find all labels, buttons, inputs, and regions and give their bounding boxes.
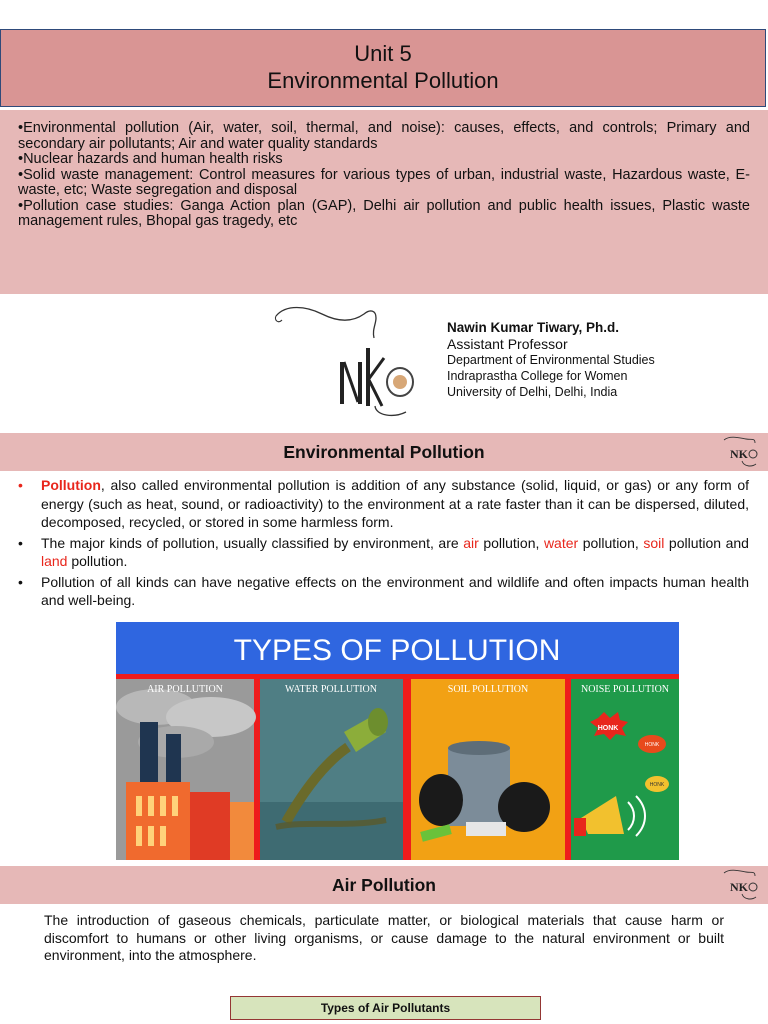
noise-pollution-panel (571, 679, 679, 860)
bullet-text: pollution and (664, 534, 749, 551)
honk-label: HONK (649, 782, 665, 788)
unit-subtitle: Environmental Pollution (267, 68, 499, 93)
panel-label: SOIL POLLUTION (447, 684, 529, 695)
bullet-text: Pollution of all kinds can have negative effects on the environment and wildlife and often impacts human health and well-being. (41, 573, 749, 608)
bullet-icon: • (18, 534, 23, 551)
nko-logo-icon (272, 302, 422, 422)
water-term: water (543, 534, 579, 551)
water-pollution-panel (260, 679, 403, 860)
list-item (18, 476, 749, 532)
pollution-bullet-list (18, 476, 749, 612)
land-term: land (41, 553, 68, 569)
bullet-text: The major kinds of pollution, usually classified by environment, are (41, 534, 464, 551)
syllabus-item: •Pollution case studies: Ganga Action plan (GAP), Delhi air pollution and public health issues, Plastic waste management rules, Bhopal gas tragedy, etc (18, 197, 750, 229)
author-role: Assistant Professor (447, 336, 568, 352)
syllabus-item: •Solid waste management: Control measures for various types of urban, industrial waste, Hazardous waste, E-waste, etc; Waste segregation and disposal (18, 166, 750, 198)
types-of-pollution-graphic (116, 622, 679, 860)
air-term: air (463, 534, 479, 551)
nko-logo-icon (722, 868, 762, 902)
title-box (0, 29, 766, 107)
bullet-text: pollution, (578, 534, 644, 551)
honk-label: HONK (597, 725, 619, 732)
section-header-environmental-pollution (0, 433, 768, 471)
svg-text:NK: NK (730, 880, 748, 894)
pollution-term: Pollution (41, 477, 101, 493)
author-university: University of Delhi, Delhi, India (447, 385, 618, 399)
panel-label: NOISE POLLUTION (580, 684, 670, 695)
air-pollutants-table-header: Types of Air Pollutants (230, 996, 541, 1020)
author-department: Department of Environmental Studies (447, 353, 655, 367)
syllabus-block (0, 110, 768, 294)
bullet-text: pollution, (478, 534, 544, 551)
air-pollution-definition: The introduction of gaseous chemicals, particulate matter, or biological materials that cause harm or discomfort to humans or other living organisms, or cause damage to the natural environment or built environment, into the atmosphere. (44, 912, 724, 963)
svg-text:NK: NK (730, 447, 748, 461)
bullet-icon: • (18, 477, 23, 493)
graphic-title: TYPES OF POLLUTION (233, 634, 561, 667)
author-college: Indraprastha College for Women (447, 369, 628, 383)
list-item (18, 534, 749, 571)
air-pollution-panel (116, 679, 256, 860)
syllabus-item: •Nuclear hazards and human health risks (18, 151, 283, 167)
unit-title: Unit 5 (354, 41, 412, 66)
section-title: Air Pollution (331, 875, 437, 895)
syllabus-item: •Environmental pollution (Air, water, soil, thermal, and noise): causes, effects, and controls; Primary and secondary air pollutants; Air and water quality standards (18, 120, 750, 152)
author-block (447, 320, 655, 400)
nko-logo-icon (722, 435, 762, 469)
panel-label: AIR POLLUTION (147, 684, 223, 695)
soil-term: soil (643, 534, 665, 551)
soil-pollution-panel (411, 679, 565, 860)
honk-label: HONK (644, 742, 660, 748)
section-header-air-pollution (0, 866, 768, 904)
author-name: Nawin Kumar Tiwary, Ph.d. (447, 320, 620, 335)
bullet-text: , also called environmental pollution is addition of any substance (solid, liquid, or gas) or any form of energy (such as heat, sound, or radioactivity) to the environment at a rate faster than it can be dispersed, diluted, decomposed, recycled, or stored in some harmless form. (41, 477, 749, 530)
list-item (18, 573, 749, 610)
bullet-icon: • (18, 573, 23, 590)
bullet-text: pollution. (67, 553, 128, 569)
section-title: Environmental Pollution (283, 442, 485, 462)
panel-label: WATER POLLUTION (285, 684, 377, 695)
